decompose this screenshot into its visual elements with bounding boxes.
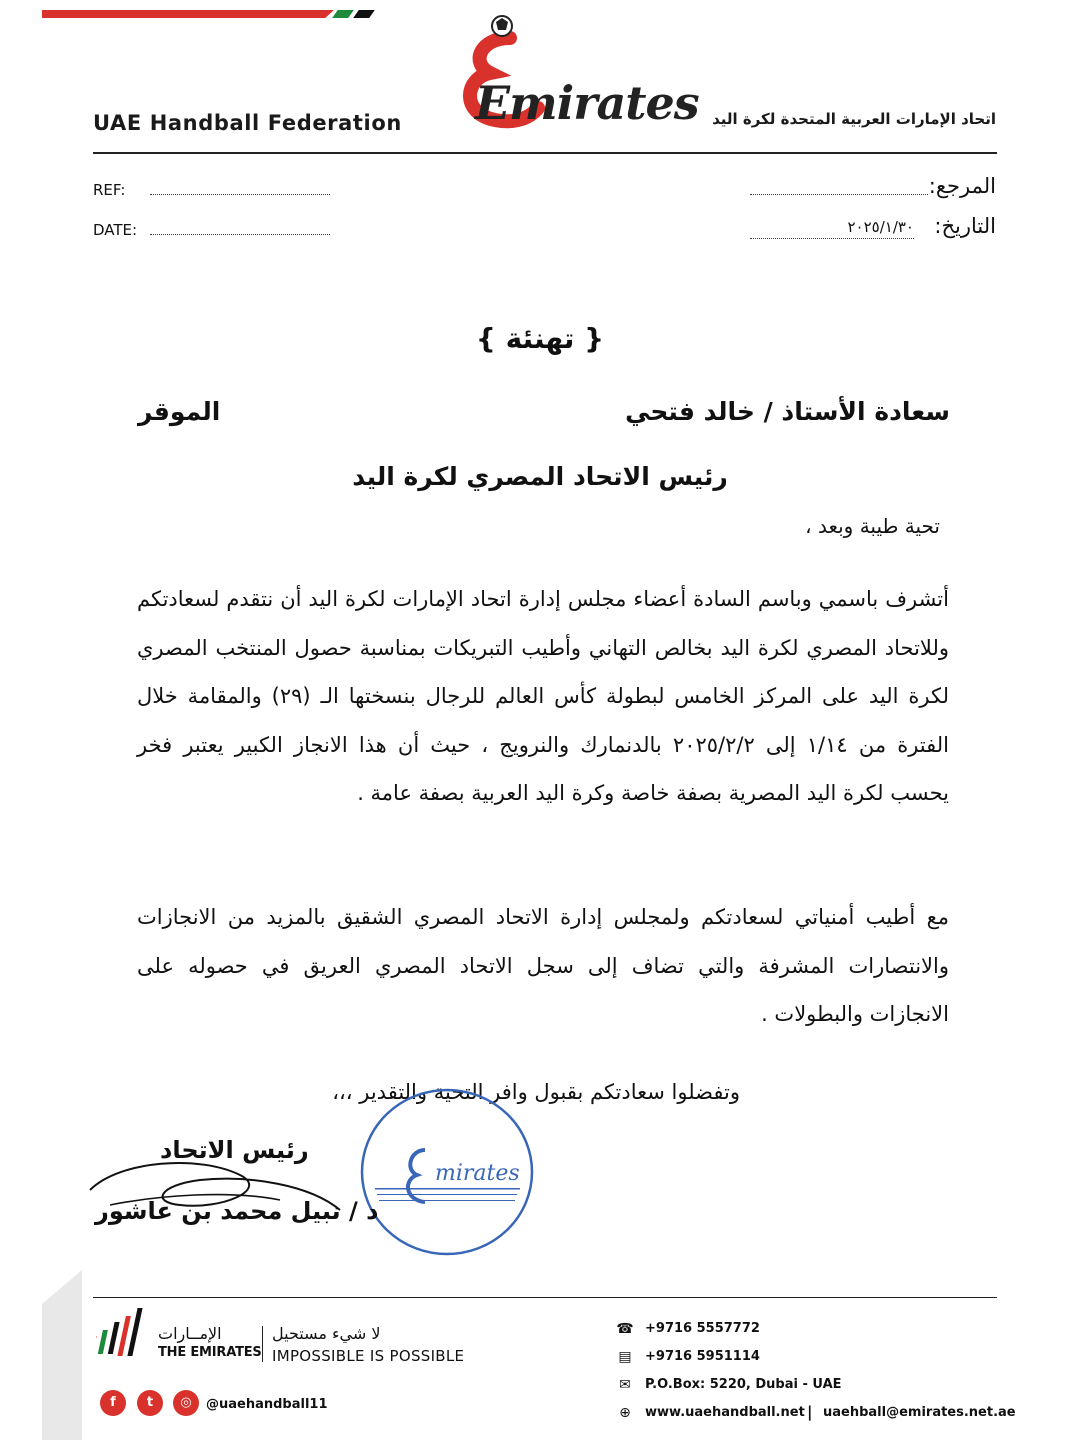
ref-label-ar: المرجع: <box>928 174 996 198</box>
footer-divider <box>93 1297 997 1298</box>
instagram-icon[interactable]: ◎ <box>173 1390 199 1416</box>
phone-icon: ☎ <box>616 1321 634 1337</box>
official-stamp <box>355 1080 540 1260</box>
ref-label: REF: <box>93 181 126 199</box>
closing: وتفضلوا سعادتكم بقبول وافر التحية والتقدير ،،، <box>332 1080 740 1104</box>
brand-slogan-ar: لا شيء مستحيل <box>272 1324 381 1343</box>
globe-icon: ⊕ <box>619 1405 631 1421</box>
header-stripe-green <box>332 10 354 18</box>
contact-separator: | <box>807 1403 813 1421</box>
federation-name-en: UAE Handball Federation <box>93 111 402 135</box>
ref-field-ar <box>750 184 928 195</box>
date-value: ٢٠٢٥/١/٣٠ <box>750 220 914 239</box>
date-label: DATE: <box>93 221 138 239</box>
addressee: سعادة الأستاذ / خالد فتحي <box>625 397 950 426</box>
header-stripe-black <box>353 10 375 18</box>
fax-icon: ▤ <box>618 1349 632 1365</box>
email-link[interactable]: uaehball@emirates.net.ae <box>823 1405 1016 1420</box>
handwritten-signature <box>80 1150 350 1230</box>
ref-field <box>150 184 330 195</box>
header-divider <box>93 152 997 154</box>
signatory-name: د / نبيل محمد بن عاشور <box>95 1197 379 1225</box>
phone-number[interactable]: +9716 5557772 <box>645 1321 760 1336</box>
paragraph-2: مع أطيب أمنياتي لسعادتكم ولمجلس إدارة الاتحاد المصري الشقيق بالمزيد من الانجازات والانتصارات المشرفة والتي تضاف إلى سجل الاتحاد المصري العريق في حصوله على الانجازات والبطولات . <box>137 905 949 1026</box>
date-field <box>150 224 330 235</box>
brand-slogan-en: IMPOSSIBLE IS POSSIBLE <box>272 1347 465 1365</box>
brand-divider <box>262 1326 263 1362</box>
twitter-icon[interactable]: t <box>137 1390 163 1416</box>
respected-honorific: الموقر <box>138 397 221 426</box>
signatory-title: رئيس الاتحاد <box>160 1136 309 1164</box>
svg-text:mirates: mirates <box>435 1161 520 1186</box>
po-box: P.O.Box: 5220, Dubai - UAE <box>645 1377 842 1392</box>
recipient-title: رئيس الاتحاد المصري لكرة اليد <box>352 462 728 491</box>
fax-number[interactable]: +9716 5951114 <box>645 1349 760 1364</box>
social-handle[interactable]: @uaehandball11 <box>206 1397 328 1412</box>
date-label-ar: التاريخ: <box>934 214 996 238</box>
emirates-brand-ar: الإمــارات <box>158 1324 222 1343</box>
website-link[interactable]: www.uaehandball.net <box>645 1405 805 1420</box>
federation-name-ar: اتحاد الإمارات العربية المتحدة لكرة اليد <box>712 110 996 128</box>
emirates-flag-icon <box>96 1306 154 1358</box>
logo-text: Emirates <box>475 76 699 130</box>
mail-icon: ✉ <box>619 1377 631 1393</box>
emirates-brand-en: THE EMIRATES <box>158 1345 262 1360</box>
paragraph-1: أتشرف باسمي وباسم السادة أعضاء مجلس إدارة اتحاد الإمارات لكرة اليد أن نتقدم لسعادتكم وللاتحاد المصري لكرة اليد بخالص التهاني وأطيب التبريكات بمناسبة حصول المنتخب المصري لكرة اليد على المركز الخامس لبطولة كأس العالم للرجال بنسختها الـ (٢٩) والمقامة خلال الفترة من ١/١٤ إلى ٢٠٢٥/٢/٢ بالدنمارك والنرويج ، حيث أن هذا الانجاز الكبير يعتبر فخر يحسب لكرة اليد المصرية بصفة خاصة وكرة اليد العربية بصفة عامة . <box>137 587 950 805</box>
header-stripe-red <box>42 10 334 18</box>
facebook-icon[interactable]: f <box>100 1390 126 1416</box>
footer-side-accent <box>42 1270 82 1440</box>
greeting: تحية طيبة وبعد ، <box>805 514 940 538</box>
letter-title: { تهنئة } <box>475 322 605 355</box>
